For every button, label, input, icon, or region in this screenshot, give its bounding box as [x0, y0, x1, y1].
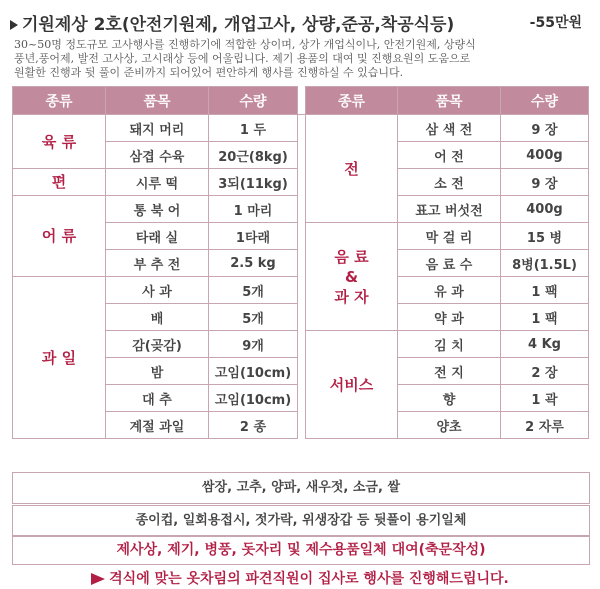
description-line: 원활한 진행과 뒷 풀이 준비까지 되어있어 편안하게 행사를 진행하실 수 있습니다.	[14, 66, 404, 79]
header-item: 품목	[398, 87, 501, 115]
item-qty: 3되(11kg)	[209, 169, 298, 196]
rental-row: 제사상, 제기, 병풍, 돗자리 및 제수용품일체 대여(축문작성)	[12, 535, 590, 565]
column-gap	[298, 142, 306, 169]
category-line: 음 료	[334, 247, 369, 266]
item-name: 밤	[106, 358, 209, 385]
item-qty: 5개	[209, 277, 298, 304]
item-name: 타래 실	[106, 223, 209, 250]
column-gap	[298, 87, 306, 115]
footer-note	[0, 568, 600, 588]
triangle-bullet-icon	[10, 20, 18, 30]
item-qty: 9 장	[501, 169, 589, 196]
header-qty: 수량	[209, 87, 298, 115]
column-gap	[298, 331, 306, 358]
item-qty: 2 자루	[501, 412, 589, 439]
column-gap	[298, 385, 306, 412]
item-name: 어 전	[398, 142, 501, 169]
item-qty: 5개	[209, 304, 298, 331]
item-qty: 4 Kg	[501, 331, 589, 358]
arrow-right-icon	[91, 573, 105, 585]
item-qty: 2 장	[501, 358, 589, 385]
item-name: 약 과	[398, 304, 501, 331]
title-text: 기원제상 2호(안전기원제, 개업고사, 상량,준공,착공식등)	[22, 15, 455, 35]
item-qty: 1 팩	[501, 277, 589, 304]
column-gap	[298, 115, 306, 142]
column-gap	[298, 196, 306, 223]
item-name: 향	[398, 385, 501, 412]
item-name: 유 과	[398, 277, 501, 304]
item-qty: 2 종	[209, 412, 298, 439]
category-meat: 육 류	[13, 115, 106, 169]
item-qty: 1 곽	[501, 385, 589, 412]
table-row	[13, 277, 589, 304]
category-line: &	[344, 267, 359, 286]
item-name: 배	[106, 304, 209, 331]
table-row	[13, 115, 589, 142]
item-qty: 1타래	[209, 223, 298, 250]
item-name: 삼겹 수육	[106, 142, 209, 169]
item-qty: 고임(10cm)	[209, 385, 298, 412]
item-name: 대 추	[106, 385, 209, 412]
item-name: 시루 떡	[106, 169, 209, 196]
disposables-row: 종이컵, 일회용접시, 젓가락, 위생장갑 등 뒷풀이 용기일체	[12, 505, 590, 537]
item-name: 사 과	[106, 277, 209, 304]
table-row	[13, 196, 589, 223]
table-row	[13, 169, 589, 196]
item-qty: 8병(1.5L)	[501, 250, 589, 277]
header-item: 품목	[106, 87, 209, 115]
column-gap	[298, 223, 306, 250]
item-qty: 1 마리	[209, 196, 298, 223]
price-label: -55만원	[529, 15, 582, 31]
category-jeon: 전	[306, 115, 398, 223]
item-name: 통 북 어	[106, 196, 209, 223]
item-name: 계절 과일	[106, 412, 209, 439]
description-line: 풍년,풍어제, 발전 고사상, 고시래상 등에 어울립니다. 제기 용품의 대여 및 진행요원의 도움으로	[14, 52, 471, 65]
category-rice-cake: 편	[13, 169, 106, 196]
category-drinks-snacks	[306, 223, 398, 331]
item-name: 소 전	[398, 169, 501, 196]
category-fish: 어 류	[13, 196, 106, 277]
description-line: 30~50명 정도규모 고사행사를 진행하기에 적합한 상이며, 상가 개업식이나, 안전기원제, 상량식	[14, 38, 476, 51]
item-name: 음 료 수	[398, 250, 501, 277]
column-gap	[298, 358, 306, 385]
header-category: 종류	[13, 87, 106, 115]
header-qty: 수량	[501, 87, 589, 115]
category-service: 서비스	[306, 331, 398, 439]
table-header-row	[13, 87, 589, 115]
column-gap	[298, 412, 306, 439]
item-qty: 20근(8kg)	[209, 142, 298, 169]
category-fruit: 과 일	[13, 277, 106, 439]
item-qty: 400g	[501, 142, 589, 169]
item-qty: 9 장	[501, 115, 589, 142]
page-title	[10, 10, 454, 35]
column-gap	[298, 277, 306, 304]
item-name: 김 치	[398, 331, 501, 358]
item-name: 막 걸 리	[398, 223, 501, 250]
category-line: 과 자	[334, 287, 369, 306]
column-gap	[298, 304, 306, 331]
item-qty: 2.5 kg	[209, 250, 298, 277]
column-gap	[298, 250, 306, 277]
description	[14, 38, 586, 80]
item-name: 전 지	[398, 358, 501, 385]
item-name: 양초	[398, 412, 501, 439]
item-name: 부 추 전	[106, 250, 209, 277]
item-qty: 400g	[501, 196, 589, 223]
item-qty: 1 팩	[501, 304, 589, 331]
header-category: 종류	[306, 87, 398, 115]
item-name: 감(곶감)	[106, 331, 209, 358]
item-qty: 15 병	[501, 223, 589, 250]
menu-table	[12, 86, 589, 439]
item-name: 돼지 머리	[106, 115, 209, 142]
item-name: 삼 색 전	[398, 115, 501, 142]
item-qty: 1 두	[209, 115, 298, 142]
item-qty: 9개	[209, 331, 298, 358]
footer-text: 격식에 맞는 옷차림의 파견직원이 집사로 행사를 진행해드립니다.	[109, 571, 509, 587]
title-row	[10, 10, 592, 35]
included-items: 쌈장, 고추, 양파, 새우젓, 소금, 쌀	[12, 472, 590, 504]
item-name: 표고 버섯전	[398, 196, 501, 223]
item-qty: 고임(10cm)	[209, 358, 298, 385]
column-gap	[298, 169, 306, 196]
